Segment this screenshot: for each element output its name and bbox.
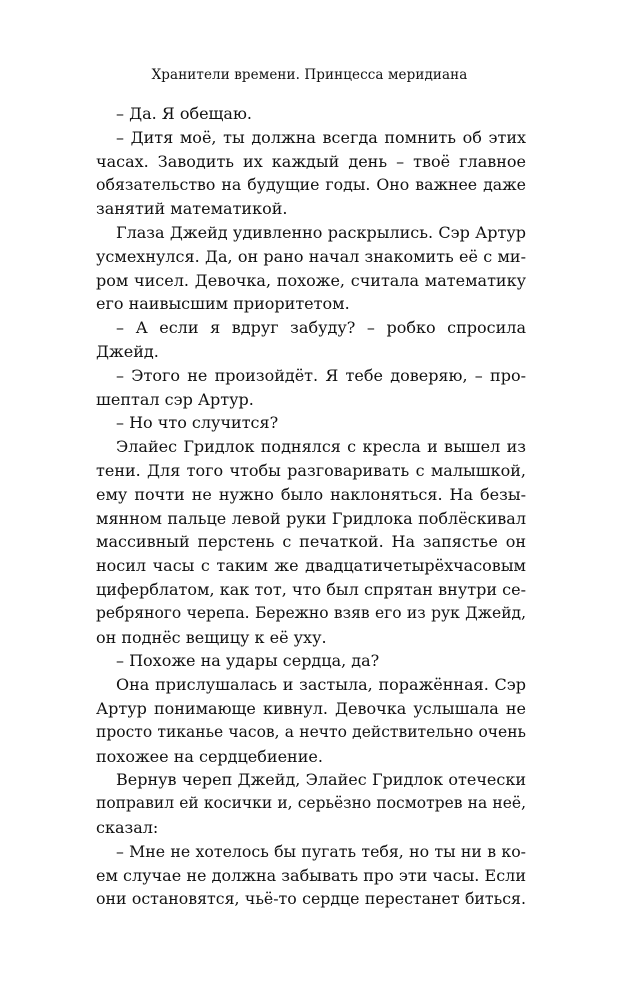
text-line: тени. Для того чтобы разговаривать с малышкой, [96, 460, 526, 480]
text-line: – Мне не хотелось бы пугать тебя, но ты ни в ко- [116, 841, 526, 861]
text-line: ром чисел. Девочка, похоже, считала математику [96, 270, 526, 290]
text-line: они остановятся, чьё-то сердце перестанет биться. [96, 889, 526, 909]
text-line: циферблатом, как тот, что был спрятан внутри се- [96, 579, 526, 599]
text-line: – Похоже на удары сердца, да? [116, 651, 380, 671]
text-line: Она прислушалась и застыла, поражённая. Сэр [116, 675, 526, 695]
text-line: обязательство на будущие годы. Оно важнее даже [96, 175, 526, 195]
text-line: часах. Заводить их каждый день – твоё главное [96, 151, 526, 171]
text-line: ребряного черепа. Бережно взяв его из рук Джейд, [96, 603, 526, 622]
text-line: мянном пальце левой руки Гридлока поблёскивал [96, 508, 526, 528]
text-line: – А если я вдруг забуду? – робко спросила [116, 318, 526, 338]
text-line: Джейд. [96, 341, 159, 361]
text-line: носил часы с таким же двадцатичетырёхчасовым [96, 556, 526, 576]
body-text [96, 102, 526, 911]
text-line: Вернув череп Джейд, Элайес Гридлок отечески [116, 770, 526, 790]
text-line: массивный перстень с печаткой. На запястье он [96, 532, 526, 552]
text-line: просто тиканье часов, а нечто действительно очень [96, 722, 526, 741]
text-line: он поднёс вещицу к её уху. [96, 627, 327, 647]
text-line: шептал сэр Артур. [96, 389, 254, 409]
text-line: усмехнулся. Да, он рано начал знакомить её с ми- [96, 246, 526, 266]
text-line: Глаза Джейд удивленно раскрылись. Сэр Артур [116, 222, 526, 242]
text-line: поправил ей косички и, серьёзно посмотрев на неё, [96, 794, 526, 813]
text-line: Артур понимающе кивнул. Девочка услышала не [96, 698, 526, 718]
text-line: – Дитя моё, ты должна всегда помнить об этих [116, 127, 526, 147]
running-header: Хранители времени. Принцесса меридиана [151, 67, 468, 83]
text-line: – Этого не произойдёт. Я тебе доверяю, – про- [116, 365, 526, 385]
text-line: ему почти не нужно было наклоняться. На безы- [96, 484, 526, 504]
text-line: сказал: [96, 817, 159, 837]
text-line: его наивысшим приоритетом. [96, 294, 350, 314]
text-line: ем случае не должна забывать про эти часы. Если [96, 865, 526, 885]
text-line: похожее на сердцебиение. [96, 746, 323, 766]
text-line: Элайес Гридлок поднялся с кресла и вышел из [116, 437, 526, 457]
text-line: занятий математикой. [96, 199, 288, 219]
text-line: – Но что случится? [116, 413, 279, 433]
text-line: – Да. Я обещаю. [116, 104, 252, 123]
